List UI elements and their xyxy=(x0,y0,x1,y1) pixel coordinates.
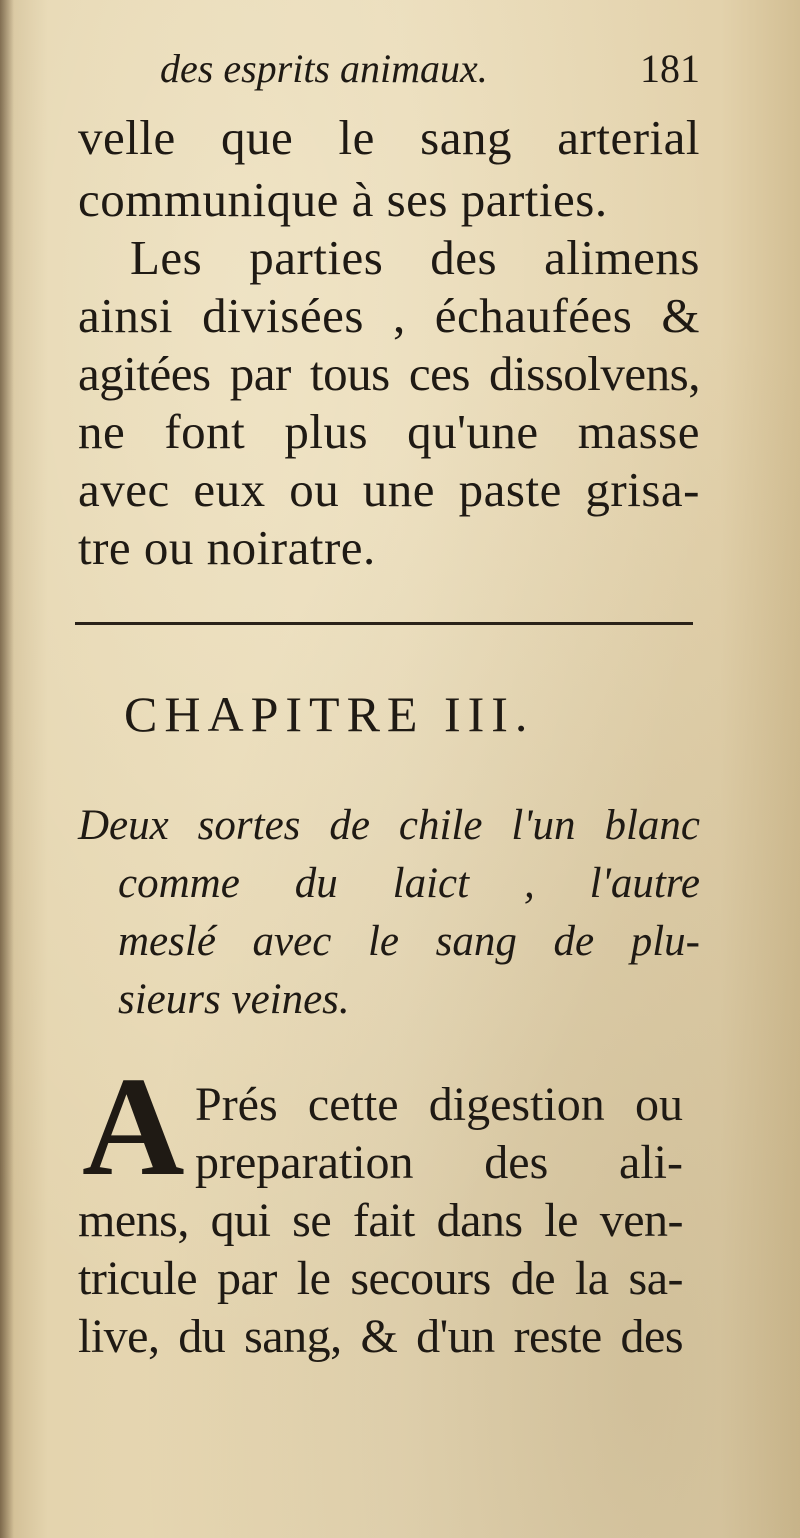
text-line: communique à ses parties. xyxy=(78,172,608,227)
text-line: live, du sang, & d'un reste des xyxy=(78,1310,683,1363)
text-line: Prés cette digestion ou xyxy=(195,1078,683,1131)
text-line: velle que le sang arterial xyxy=(78,110,700,165)
drop-cap: A xyxy=(82,1047,185,1205)
section-divider xyxy=(75,622,693,625)
chapter-summary-line: sieurs veines. xyxy=(118,976,350,1023)
text-line: ne font plus qu'une masse xyxy=(78,404,700,459)
text-line: tricule par le secours de la sa- xyxy=(78,1252,683,1305)
text-line: tre ou noiratre. xyxy=(78,520,376,575)
running-title: des esprits animaux. xyxy=(160,46,488,91)
chapter-summary-line: Deux sortes de chile l'un blanc xyxy=(78,802,700,849)
text-line: avec eux ou une paste grisa- xyxy=(78,462,700,517)
page-number: 181 xyxy=(640,46,700,91)
running-header xyxy=(160,44,700,94)
text-line: mens, qui se fait dans le ven- xyxy=(78,1194,683,1247)
text-line: Les parties des alimens xyxy=(130,230,700,285)
chapter-summary-line: comme du laict , l'autre xyxy=(118,860,700,907)
text-line: preparation des ali- xyxy=(195,1136,683,1189)
text-line: agitées par tous ces dissolvens, xyxy=(78,346,700,401)
chapter-summary-line: meslé avec le sang de plu- xyxy=(118,918,700,965)
chapter-heading: CHAPITRE III. xyxy=(124,686,535,742)
text-line: ainsi divisées , échaufées & xyxy=(78,288,700,343)
